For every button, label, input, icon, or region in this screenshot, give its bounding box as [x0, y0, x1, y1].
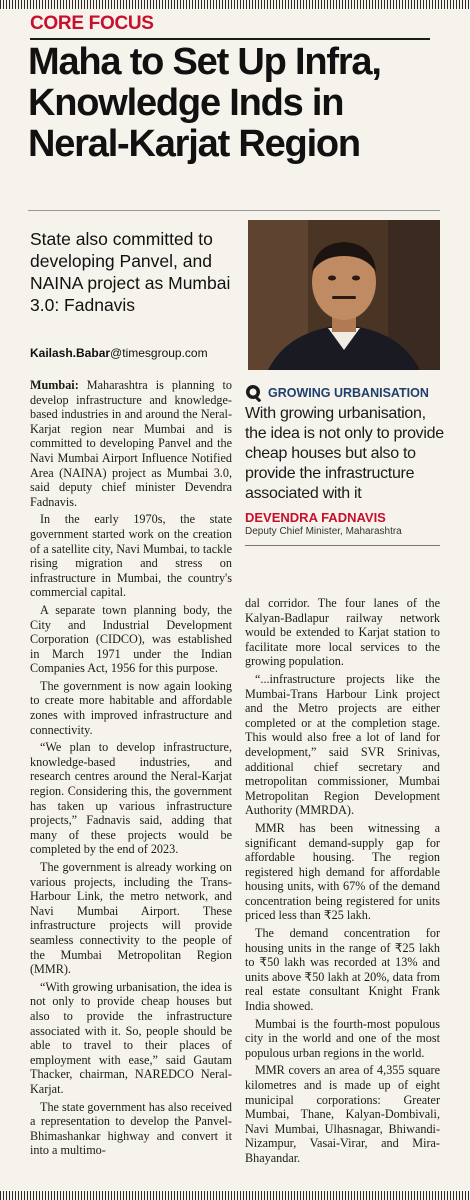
portrait-illustration — [248, 220, 440, 370]
dateline: Mumbai: — [30, 378, 79, 392]
pull-quote-header — [245, 384, 445, 402]
portrait-photo — [248, 220, 440, 370]
article-paragraph: A separate town planning body, the City and Industrial Development Corporation (CIDCO), was established in March 1971 under the Indian Companies Act, 1956 for this purpose. — [30, 602, 232, 676]
search-magnifier-icon — [245, 384, 263, 402]
headline-rule — [28, 210, 440, 211]
article-paragraph: Mumbai is the fourth-most populous city in the world and one of the most populous urban regions in the world. — [245, 1016, 440, 1060]
article-column-right — [245, 596, 440, 1169]
article-paragraph: MMR has been witnessing a significant demand-supply gap for affordable housing. The region registered high demand for affordable housing units, with 67% of the demand concentration being registered for units priced less than ₹25 lakh. — [245, 820, 440, 923]
article-paragraph: “With growing urbanisation, the idea is not only to provide cheap houses but also to provide the infrastructure associated with it. So, people should be able to travel to their places of employment with ease,” said Gautam Thacker, chairman, NAREDCO Neral-Karjat. — [30, 979, 232, 1096]
article-paragraph: dal corridor. The four lanes of the Kalyan-Badlapur railway network would be extended to Karjat station to facilitate more local services to the growing population. — [245, 596, 440, 669]
article-paragraph: “...infrastructure projects like the Mumbai-Trans Harbour Link project and the Metro projects are either completed or at the completion stage. This would also free a lot of land for development,” said SVR Srinivas, additional chief secretary and metropolitan commissioner, Mumbai Metropolitan Region Development Authority (MMRDA). — [245, 671, 440, 818]
article-paragraph: The government is already working on various projects, including the Trans-Harbour Link, the metro network, and Navi Mumbai Airport. These infrastructure projects will provide seamless connectivity to the people of the Mumbai Metropolitan Region (MMR). — [30, 860, 232, 977]
article-paragraph: The demand concentration for housing units in the range of ₹25 lakh to ₹50 lakh was recorded at 13% and units above ₹50 lakh at 20%, data from real estate consultant Knight Frank India showed. — [245, 926, 440, 1014]
article-paragraph: Mumbai: Maharashtra is planning to develop infrastructure and knowledge-based industries in and around the Neral-Karjat region near Mumbai and is committed to developing Panvel and the Navi Mumbai Airport Influence Notified Area (NAINA) project as Mumbai 3.0, said deputy chief minister Devendra Fadnavis. — [30, 378, 233, 509]
section-rule — [30, 38, 430, 40]
pull-quote-title: Deputy Chief Minister, Maharashtra — [245, 526, 402, 537]
page-edge-top — [0, 0, 470, 9]
article-paragraph: “We plan to develop infrastructure, knowledge-based industries, and research centres around the Neral-Karjat region. Considering this, the government has taken up various infrastructure projects,” Fadnavis said, adding that many of these projects would be completed by the end of 2023. — [30, 740, 232, 857]
pull-quote-rule — [245, 545, 440, 546]
deck: State also committed to developing Panvel, and NAINA project as Mumbai 3.0: Fadnavis — [30, 229, 231, 315]
byline — [30, 346, 208, 360]
article-column-left — [30, 378, 232, 1161]
pull-quote — [245, 384, 445, 546]
section-label: CORE FOCUS — [30, 13, 154, 34]
pull-quote-label: GROWING URBANISATION — [268, 386, 429, 400]
article-paragraph: In the early 1970s, the state government started work on the creation of a satellite city, Navi Mumbai, to tackle rising migration and stress on infrastructure in Mumbai, the country's commercial capital. — [30, 512, 232, 600]
article-paragraph: The government is now again looking to create more habitable and affordable zones with improved infrastructure and connectivity. — [30, 678, 232, 737]
article-paragraph: MMR covers an area of 4,355 square kilometres and is made up of eight municipal corporations: Greater Mumbai, Thane, Kalyan-Dombivali, Navi Mumbai, Ulhasnagar, Bhiwandi-Nizampur, Vasai-Virar, and Mira-Bhayandar. — [245, 1063, 440, 1165]
pull-quote-name: DEVENDRA FADNAVIS — [245, 510, 386, 525]
byline-domain: @timesgroup.com — [110, 346, 208, 360]
article-paragraph: The state government has also received a representation to develop the Panvel-Bhimashankar highway and convert it into a multimo- — [30, 1099, 232, 1158]
byline-name: Kailash.Babar — [30, 346, 111, 360]
page-edge-bottom — [0, 1191, 470, 1200]
pull-quote-text: With growing urbanisation, the idea is not only to provide cheap houses but also to provide the infrastructure associated with it — [245, 405, 444, 502]
headline: Maha to Set Up Infra, Knowledge Inds in Neral-Karjat Region — [28, 41, 381, 165]
